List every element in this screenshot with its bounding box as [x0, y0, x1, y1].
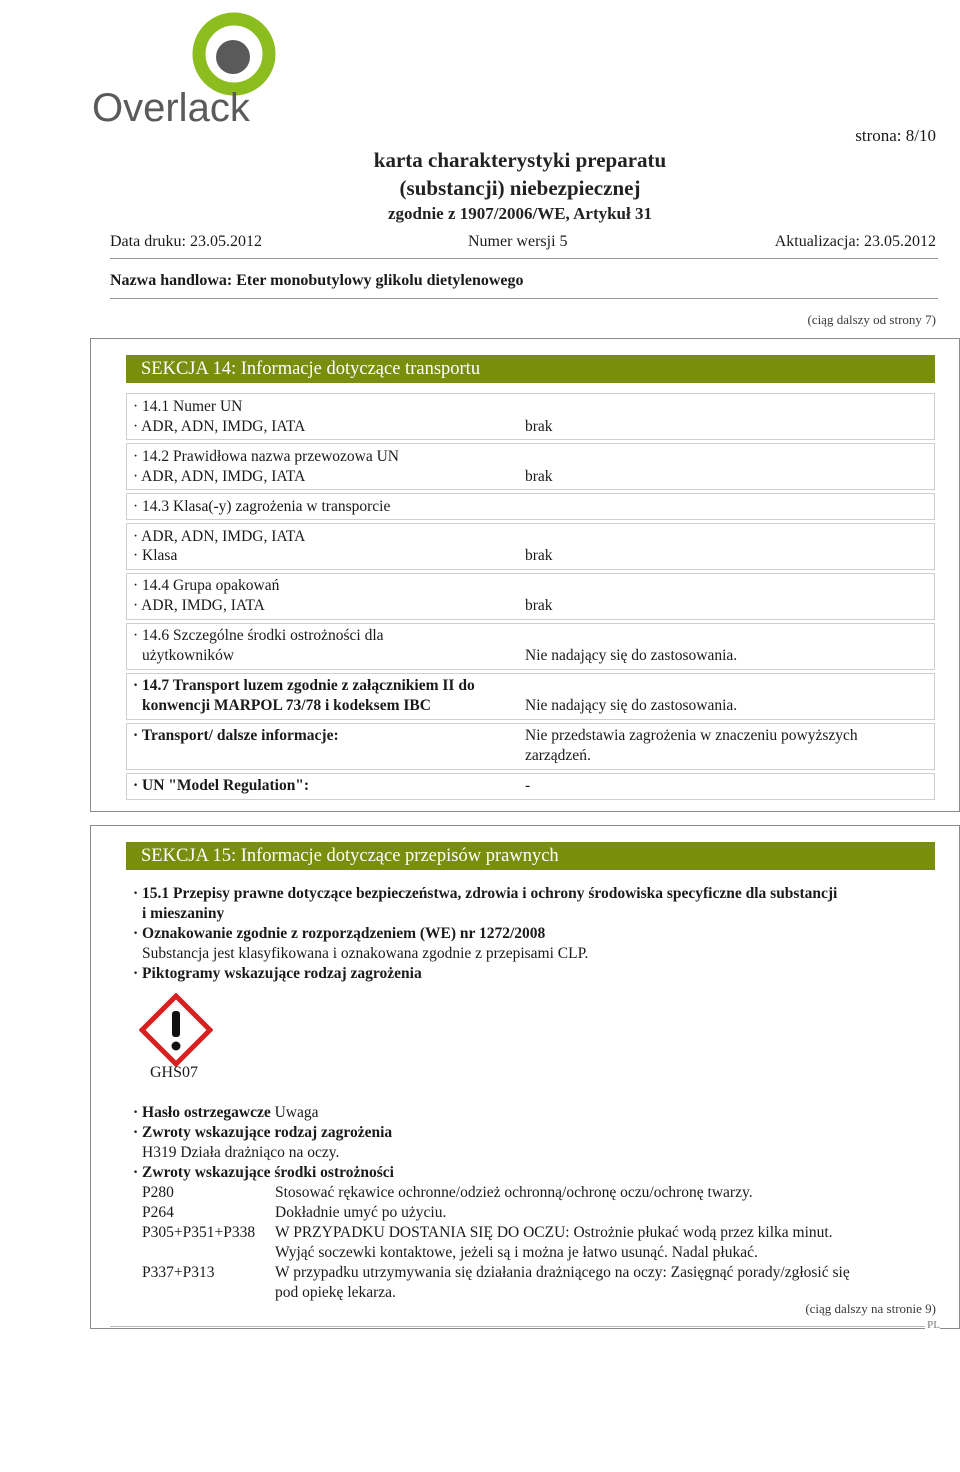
bulk-transport-label1: · 14.7 Transport luzem zgodnie z załącznikiem II do: [133, 677, 475, 694]
further-info-value2: zarządzeń.: [525, 747, 591, 764]
p-statement-text: W przypadku utrzymywania się działania drażniącego na oczy: Zasięgnąć porady/zgłosić się: [275, 1264, 850, 1281]
section-15-header: [126, 842, 935, 870]
document-title-line3: zgodnie z 1907/2006/WE, Artykuł 31: [388, 204, 652, 223]
section-14-header: [126, 355, 935, 383]
p-statement-text: Dokładnie umyć po użyciu.: [275, 1204, 447, 1221]
hazard-class-value: brak: [525, 547, 553, 564]
un-number-value: brak: [525, 418, 553, 435]
hazard-statement-h319: H319 Działa drażniąco na oczy.: [142, 1144, 340, 1161]
p-statement-text: Stosować rękawice ochronne/odzież ochronną/ochronę oczu/ochronę twarzy.: [275, 1184, 753, 1201]
packing-group-label: · 14.4 Grupa opakowań: [133, 577, 280, 594]
ghs07-exclamation-icon: [139, 993, 213, 1067]
un-number-sub: · ADR, ADN, IMDG, IATA: [133, 418, 306, 435]
overlack-logo: [92, 6, 292, 126]
signal-word-label: · Hasło ostrzegawcze: [133, 1104, 271, 1121]
hazard-class-sub2: · Klasa: [133, 547, 178, 564]
trade-name-divider: [110, 298, 938, 299]
p-statement-code: P305+P351+P338: [142, 1224, 256, 1241]
pictogram-code: GHS07: [150, 1064, 199, 1081]
p-statement-code: P264: [142, 1204, 174, 1221]
further-info-label: · Transport/ dalsze informacje:: [133, 727, 339, 744]
language-code: PL: [927, 1319, 940, 1331]
shipping-name-value: brak: [525, 468, 553, 485]
bulk-transport-label2: konwencji MARPOL 73/78 i kodeksem IBC: [142, 697, 431, 714]
bulk-transport-value: Nie nadający się do zastosowania.: [525, 697, 738, 714]
packing-group-value: brak: [525, 597, 553, 614]
pictograms-label: · Piktogramy wskazujące rodzaj zagrożenia: [133, 965, 422, 982]
signal-word-value: Uwaga: [274, 1104, 319, 1121]
shipping-name-sub: · ADR, ADN, IMDG, IATA: [133, 468, 306, 485]
model-regulation-value: -: [525, 777, 531, 794]
un-number-label: · 14.1 Numer UN: [133, 398, 243, 415]
print-date: Data druku: 23.05.2012: [110, 233, 262, 250]
special-precautions-label2: użytkowników: [142, 647, 235, 664]
logo-ring-icon: [199, 19, 269, 89]
section-15-title: SEKCJA 15: Informacje dotyczące przepisów prawnych: [141, 846, 559, 866]
footer-divider: [110, 1326, 938, 1327]
labeling-text: Substancja jest klasyfikowana i oznakowana zgodnie z przepisami CLP.: [142, 945, 589, 962]
header-divider: [110, 258, 938, 259]
special-precautions-value: Nie nadający się do zastosowania.: [525, 647, 738, 664]
shipping-name-label: · 14.2 Prawidłowa nazwa przewozowa UN: [133, 448, 399, 465]
p-statement-text: Wyjąć soczewki kontaktowe, jeżeli są i można je łatwo usunąć. Nadal płukać.: [275, 1244, 758, 1261]
logo-wordmark: Overlack: [92, 86, 250, 126]
p-statement-code: P337+P313: [142, 1264, 215, 1281]
signal-word: [133, 1105, 319, 1121]
p-statement-code: P280: [142, 1184, 174, 1201]
hazard-class-sub1: · ADR, ADN, IMDG, IATA: [133, 528, 306, 545]
version-number: Numer wersji 5: [468, 233, 568, 250]
precautionary-statements-label: · Zwroty wskazujące środki ostrożności: [133, 1164, 394, 1181]
hazard-class-label: · 14.3 Klasa(-y) zagrożenia w transporcie: [133, 498, 391, 515]
regulation-line1: · 15.1 Przepisy prawne dotyczące bezpieczeństwa, zdrowia i ochrony środowiska specyficzne dla substancji: [133, 885, 838, 902]
page-number: strona: 8/10: [855, 126, 936, 145]
special-precautions-label1: · 14.6 Szczególne środki ostrożności dla: [133, 627, 384, 644]
packing-group-sub: · ADR, IMDG, IATA: [133, 597, 265, 614]
section-14-title: SEKCJA 14: Informacje dotyczące transportu: [141, 359, 481, 379]
regulation-line2: i mieszaniny: [142, 905, 225, 922]
p-statement-text: W PRZYPADKU DOSTANIA SIĘ DO OCZU: Ostrożnie płukać wodą przez kilka minut.: [275, 1224, 833, 1241]
model-regulation-label: · UN "Model Regulation":: [133, 777, 310, 794]
document-title-line1: karta charakterystyki preparatu: [373, 148, 667, 172]
hazard-statements-label: · Zwroty wskazujące rodzaj zagrożenia: [133, 1124, 393, 1141]
labeling-label: · Oznakowanie zgodnie z rozporządzeniem (WE) nr 1272/2008: [133, 925, 546, 942]
continued-to: (ciąg dalszy na stronie 9): [805, 1301, 936, 1316]
continued-from: (ciąg dalszy od strony 7): [807, 312, 936, 327]
trade-name: Nazwa handlowa: Eter monobutylowy glikolu dietylenowego: [110, 272, 524, 289]
document-title-line2: (substancji) niebezpiecznej: [399, 176, 641, 200]
p-statement-text: pod opiekę lekarza.: [275, 1284, 396, 1301]
further-info-value1: Nie przedstawia zagrożenia w znaczeniu powyższych: [525, 727, 858, 744]
update-date: Aktualizacja: 23.05.2012: [774, 233, 936, 250]
